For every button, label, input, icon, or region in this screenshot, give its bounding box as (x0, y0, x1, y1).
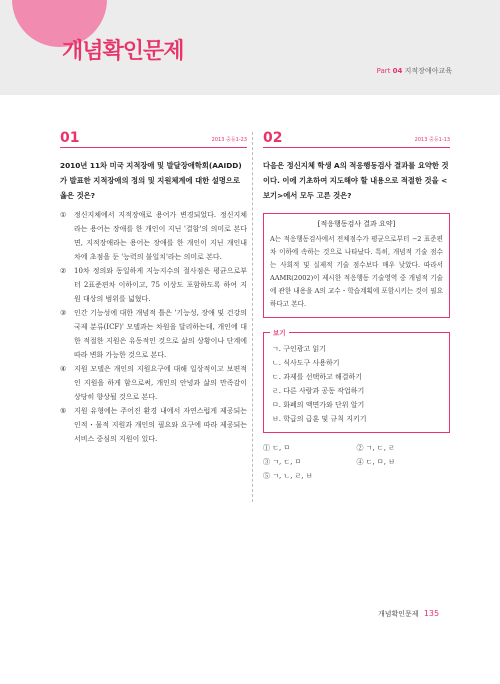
question-number: 01 (60, 130, 80, 146)
bogi-item: ㅁ. 화폐의 액면가와 단위 알기 (272, 401, 365, 409)
option-mark: ④ (60, 365, 67, 373)
part-number: 04 (392, 67, 403, 75)
question-stem: 2010년 11차 미국 지적장애 및 발달장애학회(AAIDD)가 발표한 지적장애의 정의 및 지원체계에 대한 설명으로 옳은 것은? (60, 161, 242, 200)
option-text: 정신지체에서 지적장애로 용어가 변경되었다. 정신지체라는 용어는 장애를 한 개인이 지닌 '결함'의 의미로 본다면, 지적장애라는 용어는 장애를 한 개인이 지닌 개인내차에 초점을 둔 '능력의 불일치'라는 의미로 본다. (74, 211, 247, 261)
option-2[interactable] (60, 264, 247, 306)
answer-choice-4[interactable]: ④ ㄷ, ㅁ, ㅂ (356, 458, 395, 466)
option-mark: ③ (60, 309, 67, 317)
result-summary-text: A는 적응행동검사에서 전체점수가 평균으로부터 −2 표준편차 이하에 속하는 것으로 나타났다. 특히, 개념적 기술 점수는 사회적 및 실제적 기술 점수보다 매우 낮았다. 따라서 AAMR(2002)이 제시한 적응행동 기술영역 중 개념적 기술에 관한 내용을 A의 교수・학습계획에 포함시키는 것이 필요하다고 본다. (270, 235, 443, 308)
question-header (263, 132, 450, 148)
footer-label: 개념확인문제 (378, 610, 419, 618)
bogi-item: ㄹ. 다른 사람과 공동 작업하기 (272, 387, 365, 395)
bogi-list (272, 342, 441, 426)
page-footer (378, 609, 439, 619)
page-number: 135 (423, 609, 440, 618)
option-text: 지원 유형에는 주어진 환경 내에서 자연스럽게 제공되는 인적・물적 지원과 개인의 필요와 요구에 따라 제공되는 서비스 중심의 지원이 있다. (74, 407, 247, 443)
option-1[interactable] (60, 208, 247, 264)
option-3[interactable] (60, 306, 247, 362)
answer-choice-2[interactable]: ② ㄱ, ㄷ, ㄹ (356, 444, 395, 452)
option-text: 인간 기능성에 대한 개념적 틀은 '기능성, 장애 및 건강의 국제 분류(ICF)' 모델과는 차원을 달리하는데, 개인에 대한 적절한 지원은 유동적인 것으로 삶의 상황이나 단계에 따라 변화 가능한 것으로 본다. (74, 309, 247, 359)
part-label (377, 66, 452, 76)
answer-choice-1[interactable]: ① ㄷ, ㅁ (263, 444, 291, 452)
option-mark: ② (60, 267, 67, 275)
bogi-item: ㄱ. 구인광고 읽기 (272, 345, 327, 353)
question-stem: 다음은 정신지체 학생 A의 적응행동검사 결과를 요약한 것이다. 이에 기초하여 지도해야 할 내용으로 적절한 것을 <보기>에서 모두 고른 것은? (263, 161, 449, 200)
section-title: 개념확인문제 (62, 39, 184, 64)
question-01 (60, 132, 247, 446)
part-name: 지적장애아교육 (404, 67, 452, 75)
part-prefix: Part (376, 67, 391, 75)
option-5[interactable] (60, 404, 247, 446)
option-mark: ① (60, 211, 67, 219)
option-list (60, 208, 247, 446)
question-number: 02 (263, 130, 283, 146)
bogi-item: ㅂ. 학급의 급훈 및 규칙 지키기 (272, 415, 367, 423)
column-divider (252, 132, 253, 502)
question-source: 2013 중등1-13 (414, 137, 450, 143)
option-text: 10차 정의와 동일하게 지능지수의 절사점은 평균으로부터 2표준편차 이하이고, 75 이상도 포함하도록 하여 지원 대상의 범위를 넓혔다. (74, 267, 247, 303)
bogi-label: 보기 (270, 328, 289, 337)
question-02 (263, 132, 450, 483)
question-source: 2013 중등1-23 (211, 137, 247, 143)
bogi-item: ㄷ. 과제를 선택하고 해결하기 (272, 373, 363, 381)
header-band (0, 0, 500, 95)
answer-choice-3[interactable]: ③ ㄱ, ㄷ, ㅁ (263, 458, 302, 466)
answer-choices (263, 441, 450, 483)
option-text: 지원 모델은 개인의 지원요구에 대해 일상적이고 보편적인 지원을 하게 함으로써, 개인의 안녕과 삶의 만족감이 상당히 향상될 것으로 본다. (74, 365, 247, 401)
answer-choice-5[interactable]: ⑤ ㄱ, ㄴ, ㄹ, ㅂ (263, 472, 313, 480)
result-summary-title: [적응행동검사 결과 요약] (317, 220, 396, 228)
option-4[interactable] (60, 362, 247, 404)
option-mark: ⑤ (60, 407, 67, 415)
bogi-box (263, 329, 450, 433)
result-summary-box (263, 213, 450, 318)
bogi-item: ㄴ. 식사도구 사용하기 (272, 359, 340, 367)
question-header (60, 132, 247, 148)
